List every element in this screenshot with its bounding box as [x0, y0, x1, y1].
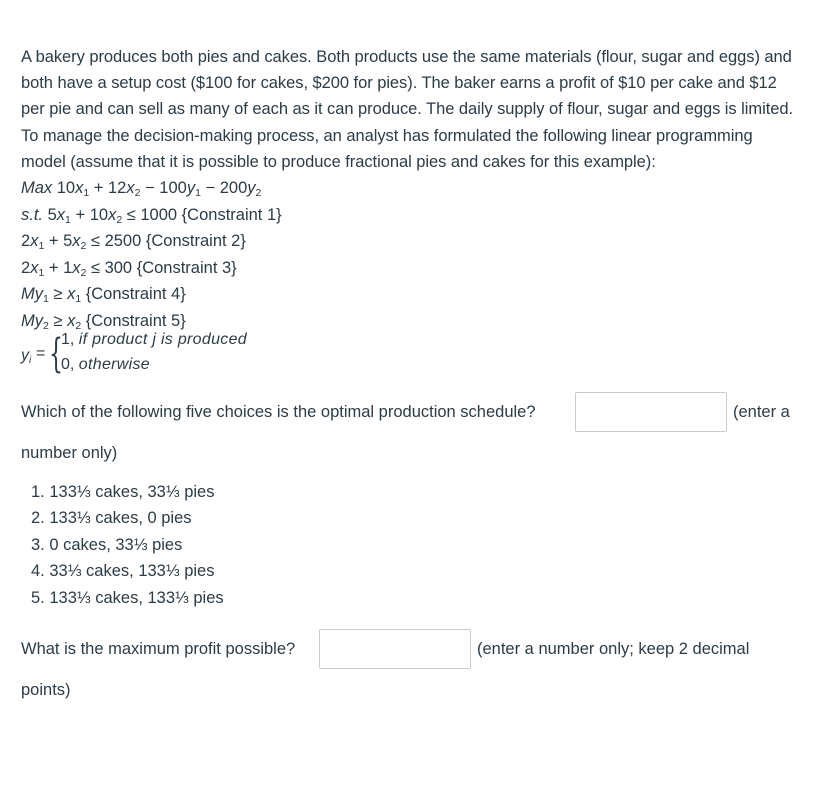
piecewise-lhs: $y_i$	[21, 346, 32, 366]
question-1-text: Which of the following five choices is the optimal production schedule?	[21, 402, 536, 421]
question-2-after-text: (enter a number only; keep 2 decimal	[477, 640, 750, 659]
lp-model	[21, 175, 801, 335]
piecewise-case-1: 1, if product j is produced	[61, 330, 247, 348]
choice-item: 1. 133⅓ cakes, 33⅓ pies	[31, 482, 215, 501]
question-1-continuation: number only)	[21, 443, 118, 462]
constraint-5: $My_2 \ge x_2$ {Constraint 5}	[21, 311, 186, 332]
objective-expression: $10x_1 + 12x_2 - 100y_1 - 200y_2$	[52, 179, 262, 200]
question-2-answer-input[interactable]	[319, 629, 471, 669]
constraint-3: $2x_1 + 1x_2 \le 300$ {Constraint 3}	[21, 258, 237, 279]
constraint-1: s.t. $5x_1 + 10x_2 \le 1000$ {Constraint 1}	[21, 205, 282, 226]
piecewise-equals: =	[36, 344, 46, 362]
question-2-text: What is the maximum profit possible?	[21, 640, 296, 659]
constraint-2: $2x_1 + 5x_2 \le 2500$ {Constraint 2}	[21, 232, 246, 253]
constraint-4: $My_1 \ge x_1$ {Constraint 4}	[21, 285, 186, 306]
st-prefix: s.t.	[21, 205, 44, 224]
piecewise-case-2: 0, otherwise	[61, 355, 150, 373]
problem-intro: A bakery produces both pies and cakes. Both products use the same materials (flour, sugar and eggs) and both have a setup cost ($100 for cakes, $200 for pies). The baker earns a profit of $10 per cake and $12 per pie and can sell as many of each as it can produce. The daily supply of flour, sugar and eggs is limited. To manage the decision-making process, an analyst has formulated the following linear programming model (assume that it is possible to produce fractional pies and cakes for this example):	[21, 48, 794, 171]
question-2-row	[21, 629, 801, 669]
left-brace-icon: {	[49, 330, 63, 377]
choice-item: 4. 33⅓ cakes, 133⅓ pies	[31, 562, 215, 581]
objective-prefix: Max	[21, 179, 53, 198]
piecewise-definition	[21, 330, 801, 379]
question-2-continuation: points)	[21, 681, 71, 700]
choice-item: 2. 133⅓ cakes, 0 pies	[31, 509, 192, 528]
question-1-after-text: (enter a	[733, 402, 790, 421]
choice-item: 5. 133⅓ cakes, 133⅓ pies	[31, 588, 224, 607]
objective-line	[21, 175, 801, 202]
choice-item: 3. 0 cakes, 33⅓ pies	[31, 535, 183, 554]
question-1-answer-input[interactable]	[575, 392, 727, 432]
question-1-row	[21, 392, 801, 432]
choices-list	[21, 479, 801, 612]
question-content	[21, 44, 801, 700]
